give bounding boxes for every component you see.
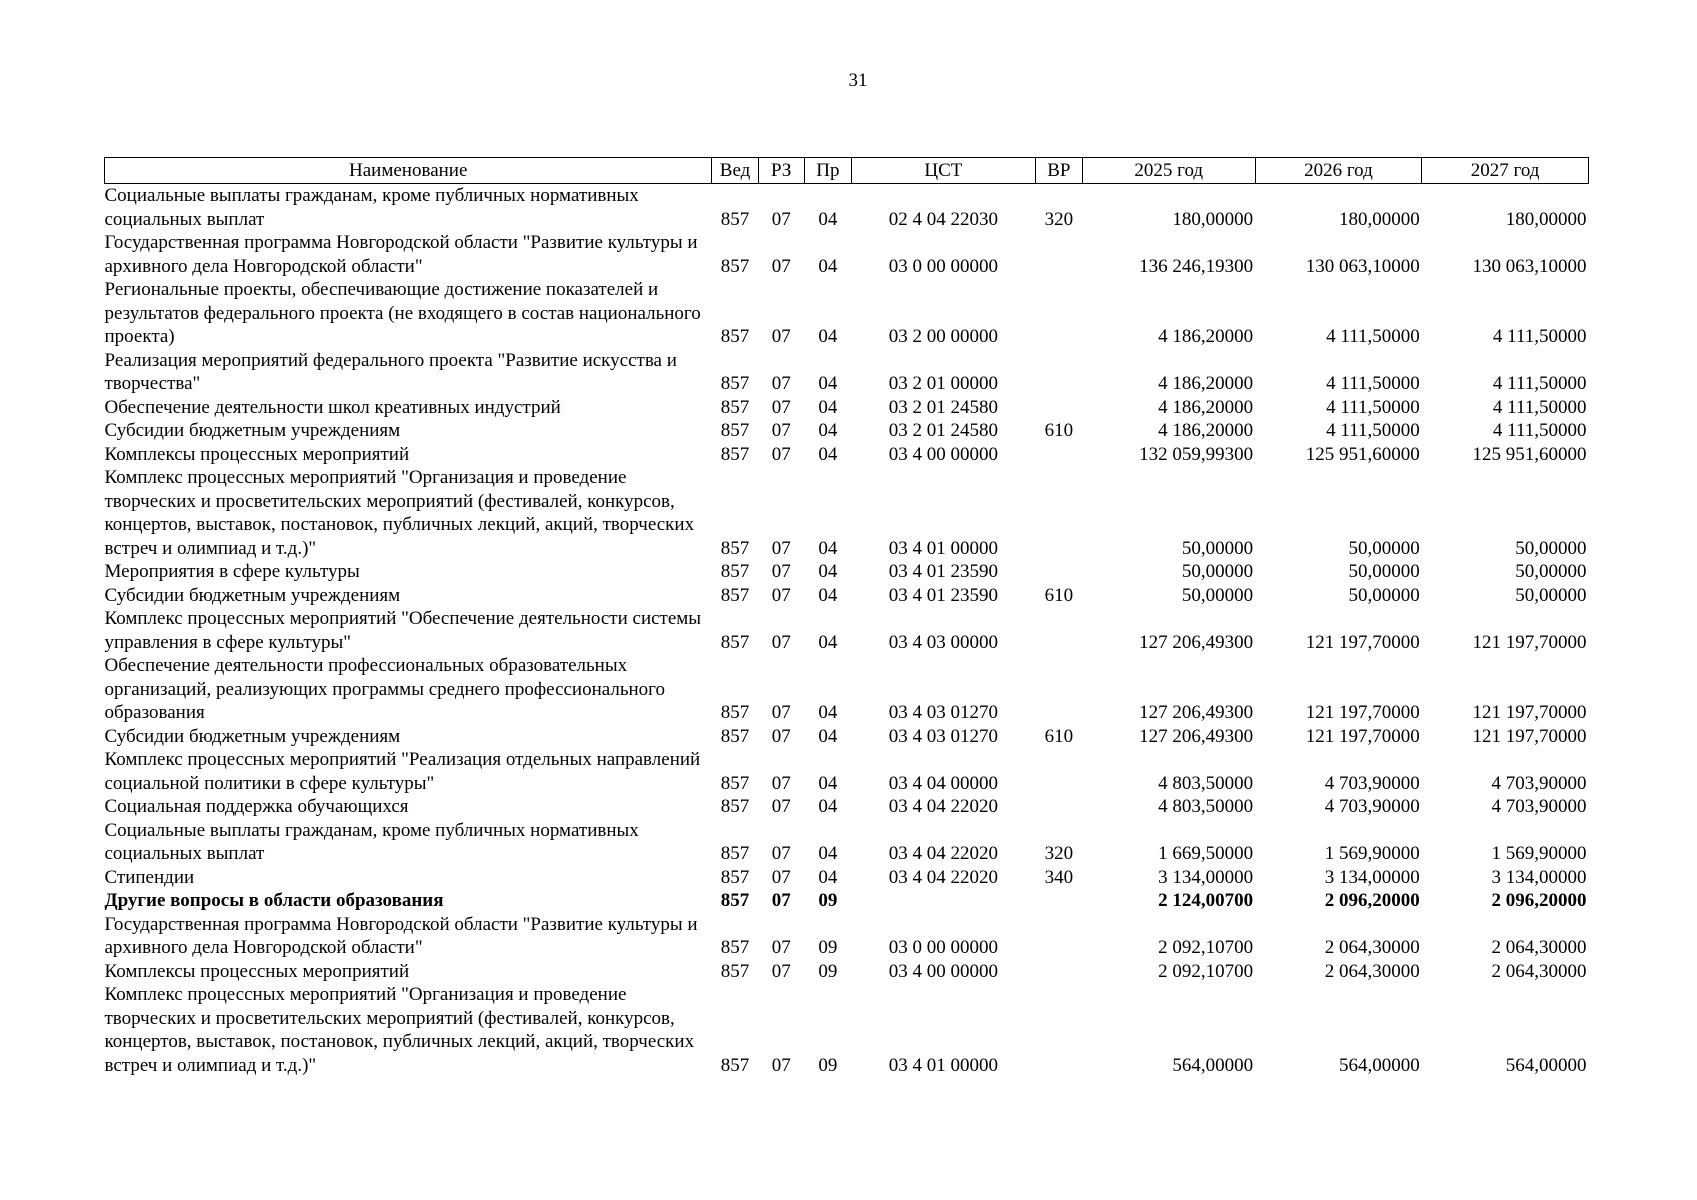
rz-cell: 07: [771, 772, 791, 794]
amount-2025-cell: 180,00000: [1172, 208, 1254, 230]
cst-cell: 03 2 01 00000: [888, 373, 998, 394]
table-row: [105, 396, 1589, 420]
pr-cell: 04: [818, 796, 838, 817]
amount-2026-cell: 4 111,50000: [1326, 326, 1420, 347]
cst-cell: 03 4 03 00000: [888, 631, 998, 653]
vr-cell: 320: [1044, 843, 1074, 864]
amount-2025-cell: 2 092,10700: [1158, 960, 1254, 982]
ved-cell: 857: [720, 937, 750, 958]
rz-cell: 07: [771, 843, 791, 864]
rz-cell: 07: [771, 255, 791, 277]
row-name-cell: Другие вопросы в области образования: [104, 890, 444, 911]
pr-cell: 04: [818, 725, 838, 747]
table-header-row: [105, 158, 1589, 184]
cst-cell: 03 4 01 00000: [888, 537, 998, 559]
row-name-cell: Субсидии бюджетным учреждениям: [104, 584, 401, 606]
table-body: [105, 184, 1589, 1078]
cst-cell: [851, 889, 1035, 913]
rz-cell: 07: [771, 420, 791, 441]
table-row: [105, 889, 1589, 913]
rz-cell: 07: [771, 866, 791, 888]
header-2025: 2025 год: [1082, 158, 1255, 184]
cst-cell: 03 2 00 00000: [888, 326, 998, 347]
table-row: [105, 607, 1589, 654]
pr-cell: 09: [818, 937, 838, 958]
amount-2025-cell: 127 206,49300: [1139, 702, 1254, 723]
pr-cell: 09: [818, 1054, 838, 1076]
amount-2026-cell: 121 197,70000: [1305, 631, 1420, 653]
table-row: [105, 184, 1589, 232]
amount-2027-cell: 564,00000: [1505, 1054, 1587, 1076]
vr-cell: 320: [1044, 208, 1074, 230]
vr-cell: [1035, 795, 1082, 819]
amount-2025-cell: 50,00000: [1181, 561, 1254, 582]
cst-cell: 02 4 04 22030: [888, 208, 998, 230]
vr-cell: [1035, 560, 1082, 584]
amount-2027-cell: 121 197,70000: [1472, 725, 1587, 747]
ved-cell: 857: [720, 702, 750, 723]
cst-cell: 03 2 01 24580: [888, 396, 998, 418]
pr-cell: 04: [818, 561, 838, 582]
vr-cell: [1035, 231, 1082, 278]
ved-cell: 857: [720, 866, 750, 888]
amount-2025-cell: 4 186,20000: [1158, 396, 1254, 418]
pr-cell: 04: [818, 443, 838, 465]
table-row: [105, 819, 1589, 866]
table-row: [105, 725, 1589, 749]
ved-cell: 857: [720, 373, 750, 394]
rz-cell: 07: [771, 208, 791, 230]
rz-cell: 07: [771, 702, 791, 723]
pr-cell: 04: [818, 326, 838, 347]
rz-cell: 07: [771, 725, 791, 747]
row-name-cell: Социальные выплаты гражданам, кроме публичных нормативных социальных выплат: [104, 819, 639, 864]
amount-2026-cell: 4 111,50000: [1326, 396, 1420, 418]
row-name-cell: Обеспечение деятельности профессиональных образовательных организаций, реализующих программы среднего профессионального образования: [104, 655, 665, 723]
amount-2027-cell: 2 064,30000: [1491, 937, 1587, 958]
table-row: [105, 654, 1589, 725]
amount-2026-cell: 50,00000: [1348, 584, 1420, 606]
vr-cell: 340: [1044, 866, 1074, 888]
row-name-cell: Мероприятия в сфере культуры: [104, 561, 360, 582]
pr-cell: 04: [818, 420, 838, 441]
row-name-cell: Социальные выплаты гражданам, кроме публичных нормативных социальных выплат: [104, 185, 639, 230]
rz-cell: 07: [771, 796, 791, 817]
cst-cell: 03 4 01 23590: [888, 584, 998, 606]
pr-cell: 04: [818, 772, 838, 794]
ved-cell: 857: [720, 420, 750, 441]
amount-2025-cell: 127 206,49300: [1139, 631, 1254, 653]
amount-2025-cell: 4 186,20000: [1158, 420, 1254, 441]
cst-cell: 03 4 04 22020: [888, 796, 998, 817]
cst-cell: 03 4 00 00000: [888, 960, 998, 982]
amount-2026-cell: 2 064,30000: [1324, 960, 1420, 982]
amount-2027-cell: 4 111,50000: [1492, 373, 1587, 394]
row-name-cell: Стипендии: [104, 866, 195, 888]
pr-cell: 04: [818, 255, 838, 277]
row-name-cell: Комплекс процессных мероприятий "Организация и проведение творческих и просветительских мероприятий (фестивалей, конкурсов, концертов, выставок, постановок, публичных лекций, акций, творческих встреч и олимпиад и т.д.)": [104, 984, 695, 1076]
header-pr: Пр: [804, 158, 851, 184]
rz-cell: 07: [771, 890, 791, 911]
row-name-cell: Региональные проекты, обеспечивающие достижение показателей и результатов федерального проекта (не входящего в состав национального проекта): [104, 279, 701, 347]
amount-2026-cell: 4 703,90000: [1324, 772, 1420, 794]
pr-cell: 04: [818, 702, 838, 723]
header-ved: Вед: [712, 158, 758, 184]
amount-2027-cell: 3 134,00000: [1491, 866, 1587, 888]
amount-2025-cell: 136 246,19300: [1139, 255, 1254, 277]
rz-cell: 07: [771, 396, 791, 418]
amount-2027-cell: 121 197,70000: [1472, 702, 1587, 723]
vr-cell: [1035, 349, 1082, 396]
vr-cell: [1035, 443, 1082, 467]
header-2026: 2026 год: [1255, 158, 1422, 184]
amount-2026-cell: 1 569,90000: [1324, 843, 1420, 864]
amount-2025-cell: 4 186,20000: [1158, 373, 1254, 394]
table-row: [105, 584, 1589, 608]
amount-2026-cell: 125 951,60000: [1305, 443, 1420, 465]
row-name-cell: Комплекс процессных мероприятий "Обеспечение деятельности системы управления в сфере культуры": [104, 608, 702, 653]
cst-cell: 03 2 01 24580: [888, 420, 998, 441]
vr-cell: 610: [1044, 725, 1074, 747]
vr-cell: [1035, 607, 1082, 654]
row-name-cell: Реализация мероприятий федерального проекта "Развитие искусства и творчества": [104, 349, 677, 394]
ved-cell: 857: [720, 326, 750, 347]
cst-cell: 03 0 00 00000: [888, 937, 998, 958]
ved-cell: 857: [720, 584, 750, 606]
amount-2025-cell: 127 206,49300: [1139, 725, 1254, 747]
amount-2027-cell: 50,00000: [1515, 561, 1587, 582]
cst-cell: 03 4 03 01270: [888, 702, 998, 723]
vr-cell: 610: [1044, 420, 1074, 441]
amount-2026-cell: 121 197,70000: [1305, 702, 1420, 723]
ved-cell: 857: [720, 631, 750, 653]
cst-cell: 03 4 04 22020: [888, 866, 998, 888]
row-name-cell: Государственная программа Новгородской области "Развитие культуры и архивного дела Новгородской области": [104, 913, 698, 958]
vr-cell: 610: [1044, 584, 1074, 606]
pr-cell: 04: [818, 396, 838, 418]
amount-2025-cell: 3 134,00000: [1158, 866, 1254, 888]
rz-cell: 07: [771, 960, 791, 982]
amount-2026-cell: 130 063,10000: [1305, 255, 1420, 277]
amount-2026-cell: 121 197,70000: [1305, 725, 1420, 747]
rz-cell: 07: [771, 537, 791, 559]
rz-cell: 07: [771, 561, 791, 582]
header-2027: 2027 год: [1422, 158, 1589, 184]
page-number: 31: [848, 70, 868, 91]
header-name: Наименование: [105, 158, 712, 184]
row-name-cell: Комплексы процессных мероприятий: [104, 443, 410, 465]
amount-2025-cell: 2 092,10700: [1158, 937, 1254, 958]
amount-2025-cell: 564,00000: [1172, 1054, 1254, 1076]
table-row: [105, 748, 1589, 795]
pr-cell: 09: [818, 890, 838, 911]
amount-2027-cell: 2 064,30000: [1491, 960, 1587, 982]
amount-2026-cell: 2 064,30000: [1324, 937, 1420, 958]
ved-cell: 857: [720, 725, 750, 747]
row-name-cell: Субсидии бюджетным учреждениям: [104, 725, 401, 747]
cst-cell: 03 4 00 00000: [888, 443, 998, 465]
ved-cell: 857: [720, 561, 750, 582]
header-vr: ВР: [1035, 158, 1082, 184]
amount-2026-cell: 4 111,50000: [1326, 373, 1420, 394]
pr-cell: 04: [818, 537, 838, 559]
ved-cell: 857: [720, 208, 750, 230]
vr-cell: [1035, 278, 1082, 349]
amount-2027-cell: 130 063,10000: [1472, 255, 1587, 277]
amount-2026-cell: 50,00000: [1348, 561, 1420, 582]
table-row: [105, 560, 1589, 584]
row-name-cell: Комплексы процессных мероприятий: [104, 960, 410, 982]
ved-cell: 857: [720, 843, 750, 864]
row-name-cell: Комплекс процессных мероприятий "Реализация отдельных направлений социальной политики в сфере культуры": [104, 749, 701, 794]
rz-cell: 07: [771, 326, 791, 347]
amount-2025-cell: 2 124,00700: [1158, 890, 1254, 911]
amount-2026-cell: 4 703,90000: [1324, 796, 1420, 817]
cst-cell: 03 4 03 01270: [888, 725, 998, 747]
vr-cell: [1035, 654, 1082, 725]
pr-cell: 04: [818, 843, 838, 864]
amount-2027-cell: 125 951,60000: [1472, 443, 1587, 465]
amount-2025-cell: 1 669,50000: [1158, 843, 1254, 864]
amount-2027-cell: 4 703,90000: [1491, 772, 1587, 794]
header-cst: ЦСТ: [851, 158, 1035, 184]
row-name-cell: Социальная поддержка обучающихся: [104, 796, 409, 817]
ved-cell: 857: [720, 255, 750, 277]
ved-cell: 857: [720, 1054, 750, 1076]
amount-2027-cell: 2 096,20000: [1491, 890, 1587, 911]
header-rz: РЗ: [758, 158, 804, 184]
cst-cell: 03 4 04 22020: [888, 843, 998, 864]
amount-2025-cell: 50,00000: [1181, 537, 1254, 559]
ved-cell: 857: [720, 796, 750, 817]
cst-cell: 03 4 04 00000: [888, 772, 998, 794]
row-name-cell: Государственная программа Новгородской области "Развитие культуры и архивного дела Новгородской области": [104, 232, 698, 277]
amount-2025-cell: 4 803,50000: [1158, 772, 1254, 794]
rz-cell: 07: [771, 584, 791, 606]
table-row: [105, 349, 1589, 396]
cst-cell: 03 4 01 23590: [888, 561, 998, 582]
amount-2027-cell: 4 703,90000: [1491, 796, 1587, 817]
amount-2027-cell: 4 111,50000: [1492, 396, 1587, 418]
pr-cell: 04: [818, 584, 838, 606]
pr-cell: 04: [818, 373, 838, 394]
vr-cell: [1035, 889, 1082, 913]
rz-cell: 07: [771, 1054, 791, 1076]
amount-2027-cell: 4 111,50000: [1492, 420, 1587, 441]
pr-cell: 04: [818, 866, 838, 888]
vr-cell: [1035, 396, 1082, 420]
table-row: [105, 443, 1589, 467]
rz-cell: 07: [771, 631, 791, 653]
table-row: [105, 983, 1589, 1077]
cst-cell: 03 0 00 00000: [888, 255, 998, 277]
table-row: [105, 795, 1589, 819]
amount-2026-cell: 180,00000: [1339, 208, 1420, 230]
amount-2025-cell: 132 059,99300: [1139, 443, 1254, 465]
table-row: [105, 278, 1589, 349]
table-row: [105, 866, 1589, 890]
vr-cell: [1035, 960, 1082, 984]
vr-cell: [1035, 913, 1082, 960]
amount-2026-cell: 4 111,50000: [1326, 420, 1420, 441]
rz-cell: 07: [771, 443, 791, 465]
vr-cell: [1035, 466, 1082, 560]
ved-cell: 857: [720, 890, 750, 911]
budget-table: [104, 157, 1589, 1077]
ved-cell: 857: [720, 537, 750, 559]
rz-cell: 07: [771, 373, 791, 394]
amount-2027-cell: 180,00000: [1505, 208, 1587, 230]
ved-cell: 857: [720, 443, 750, 465]
amount-2025-cell: 50,00000: [1181, 584, 1254, 606]
amount-2027-cell: 50,00000: [1515, 537, 1587, 559]
ved-cell: 857: [720, 396, 750, 418]
amount-2027-cell: 50,00000: [1515, 584, 1587, 606]
vr-cell: [1035, 748, 1082, 795]
amount-2026-cell: 50,00000: [1348, 537, 1420, 559]
amount-2025-cell: 4 803,50000: [1158, 796, 1254, 817]
amount-2026-cell: 3 134,00000: [1324, 866, 1420, 888]
rz-cell: 07: [771, 937, 791, 958]
row-name-cell: Обеспечение деятельности школ креативных индустрий: [104, 396, 561, 418]
amount-2027-cell: 4 111,50000: [1492, 326, 1587, 347]
amount-2025-cell: 4 186,20000: [1158, 326, 1254, 347]
row-name-cell: Субсидии бюджетным учреждениям: [104, 420, 401, 441]
table-row: [105, 913, 1589, 960]
amount-2026-cell: 564,00000: [1339, 1054, 1420, 1076]
table-row: [105, 419, 1589, 443]
ved-cell: 857: [720, 960, 750, 982]
pr-cell: 04: [818, 208, 838, 230]
vr-cell: [1035, 983, 1082, 1077]
table-row: [105, 466, 1589, 560]
row-name-cell: Комплекс процессных мероприятий "Организация и проведение творческих и просветительских мероприятий (фестивалей, конкурсов, концертов, выставок, постановок, публичных лекций, акций, творческих встреч и олимпиад и т.д.)": [104, 467, 695, 559]
table-row: [105, 231, 1589, 278]
amount-2027-cell: 121 197,70000: [1472, 631, 1587, 653]
table-row: [105, 960, 1589, 984]
amount-2027-cell: 1 569,90000: [1491, 843, 1587, 864]
pr-cell: 09: [818, 960, 838, 982]
cst-cell: 03 4 01 00000: [888, 1054, 998, 1076]
ved-cell: 857: [720, 772, 750, 794]
pr-cell: 04: [818, 631, 838, 653]
amount-2026-cell: 2 096,20000: [1324, 890, 1420, 911]
